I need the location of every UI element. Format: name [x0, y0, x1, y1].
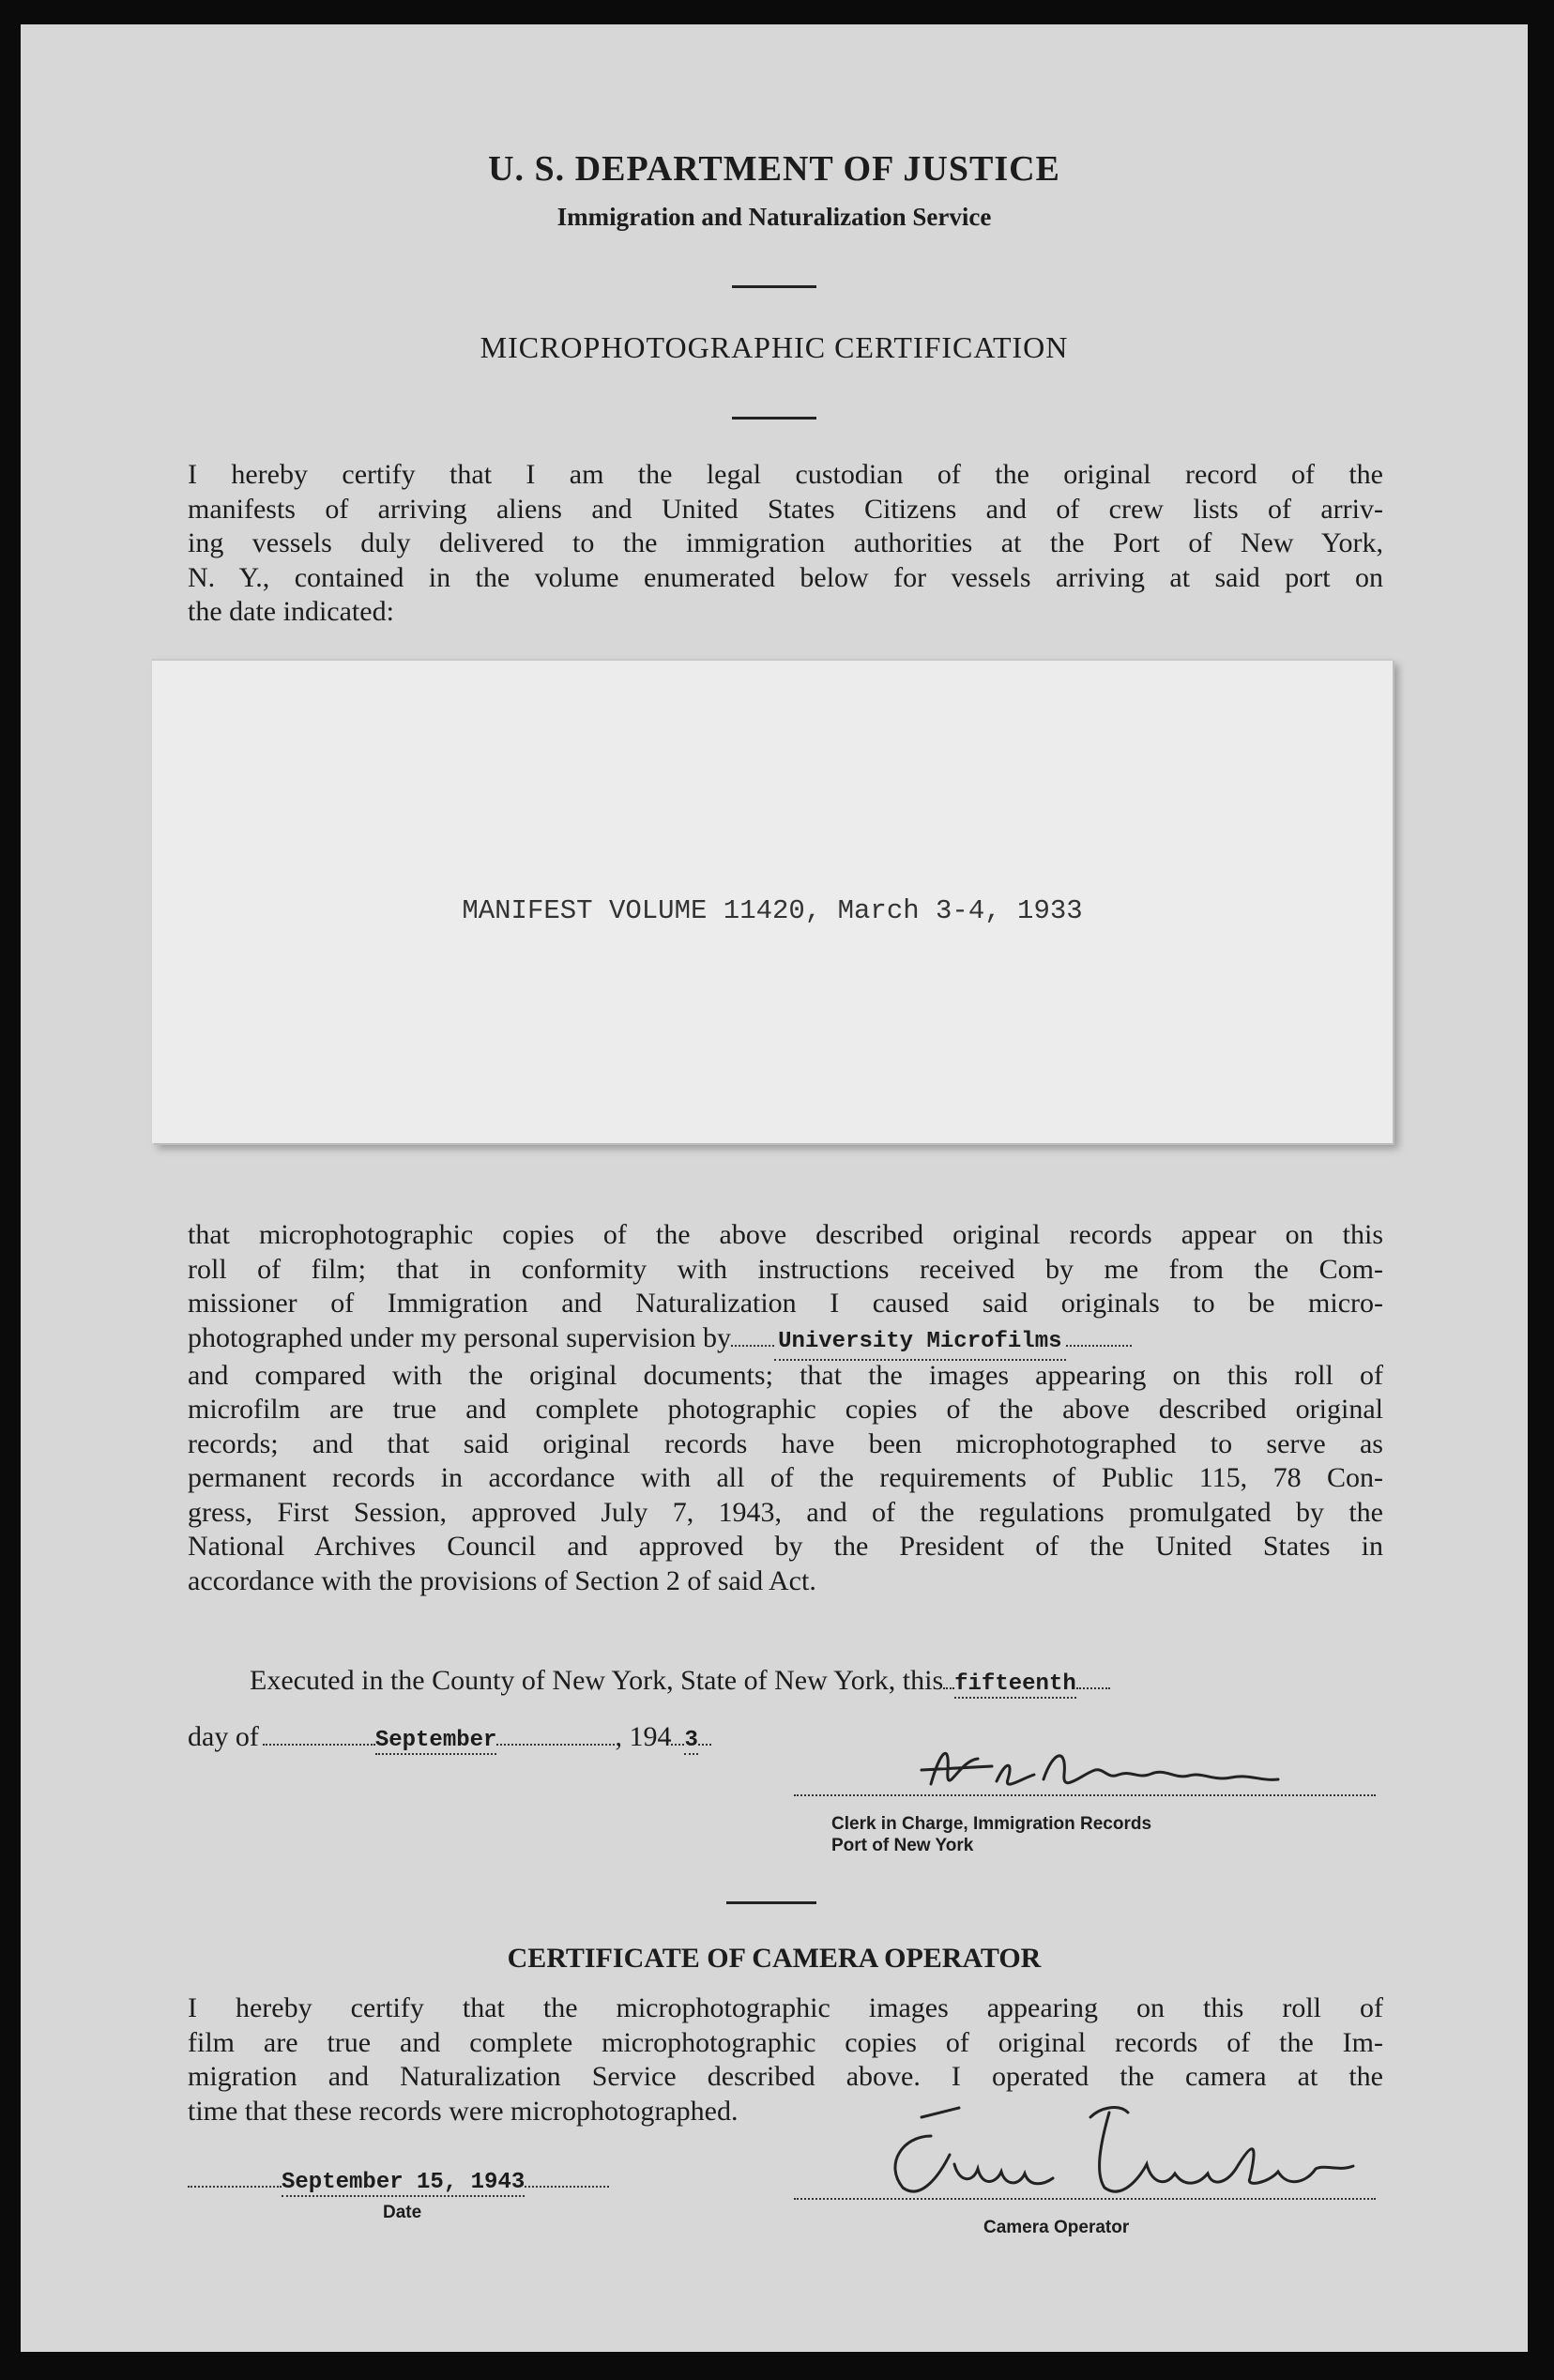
record-card	[152, 659, 1393, 1143]
body-line: records; and that said original records have been microphotographed to serve as	[188, 1427, 1383, 1459]
divider	[732, 285, 816, 288]
camera-date-field	[188, 2170, 609, 2197]
camera-line: I hereby certify that the microphotographic images appearing on this roll of	[188, 1992, 1383, 2023]
body-line: missioner of Immigration and Naturalization I caused said originals to be micro-	[188, 1288, 1383, 1319]
intro-line: I hereby certify that I am the legal custodian of the original record of the	[188, 459, 1383, 490]
execution-day: fifteenth	[954, 1671, 1076, 1697]
department-heading: U. S. DEPARTMENT OF JUSTICE	[488, 149, 1060, 189]
body-line: that microphotographic copies of the above described original records appear on this	[188, 1219, 1383, 1250]
day-of-label: day of	[188, 1721, 259, 1752]
body-line: gress, First Session, approved July 7, 1943, and of the regulations promulgated by the	[188, 1496, 1383, 1528]
body-line: roll of film; that in conformity with instructions received by me from the Com-	[188, 1253, 1383, 1285]
camera-operator-label: Camera Operator	[983, 2218, 1130, 2237]
clerk-title-line: Clerk in Charge, Immigration Records	[831, 1814, 1152, 1834]
certificate-sheet	[21, 24, 1528, 2352]
body-line: permanent records in accordance with all of the requirements of Public 115, 78 Con-	[188, 1462, 1383, 1493]
camera-line: migration and Naturalization Service described above. I operated the camera at the	[188, 2061, 1383, 2092]
clerk-title-line: Port of New York	[831, 1836, 974, 1855]
intro-paragraph	[188, 458, 1383, 630]
operator-company: University Microfilms	[774, 1325, 1065, 1362]
intro-line: ing vessels duly delivered to the immigration authorities at the Port of New York,	[188, 527, 1383, 558]
execution-line	[250, 1665, 1110, 1699]
camera-section-title: CERTIFICATE OF CAMERA OPERATOR	[507, 1943, 1042, 1974]
body-line: National Archives Council and approved by the President of the United States in	[188, 1531, 1383, 1562]
camera-line: time that these records were microphotographed.	[188, 2095, 739, 2127]
body-paragraph	[188, 1218, 1383, 1598]
execution-date-line	[188, 1721, 711, 1755]
clerk-title	[831, 1813, 1151, 1856]
manifest-volume-label: MANIFEST VOLUME 11420, March 3-4, 1933	[462, 895, 1083, 926]
service-subheading: Immigration and Naturalization Service	[556, 203, 992, 231]
clerk-signature	[903, 1732, 1344, 1817]
body-line: and compared with the original documents; that the images appearing on this roll of	[188, 1359, 1383, 1391]
divider	[726, 1901, 816, 1904]
date-label: Date	[383, 2203, 422, 2222]
divider	[732, 417, 816, 420]
camera-operator-signature	[865, 2098, 1391, 2211]
execution-prefix: Executed in the County of New York, State of New York, this	[250, 1665, 944, 1696]
camera-date: September 15, 1943	[282, 2170, 526, 2195]
camera-line: film are true and complete microphotographic copies of original records of the Im-	[188, 2026, 1383, 2058]
body-line: accordance with the provisions of Section 2 of said Act.	[188, 1564, 816, 1596]
operator-signature-line	[794, 2198, 1376, 2200]
year-prefix: , 194	[615, 1721, 672, 1752]
intro-line: the date indicated:	[188, 596, 394, 627]
body-line: microfilm are true and complete photographic copies of the above described original	[188, 1394, 1383, 1425]
supervision-line	[188, 1321, 1383, 1359]
document-title: MICROPHOTOGRAPHIC CERTIFICATION	[480, 330, 1069, 364]
intro-line: manifests of arriving aliens and United States Citizens and of crew lists of arriv-	[188, 493, 1383, 525]
intro-line: N. Y., contained in the volume enumerated below for vessels arriving at said port on	[188, 561, 1383, 593]
supervision-prefix: photographed under my personal supervision by	[188, 1321, 732, 1353]
execution-month: September	[374, 1728, 497, 1753]
clerk-signature-line	[794, 1794, 1376, 1796]
execution-year: 3	[684, 1728, 698, 1753]
